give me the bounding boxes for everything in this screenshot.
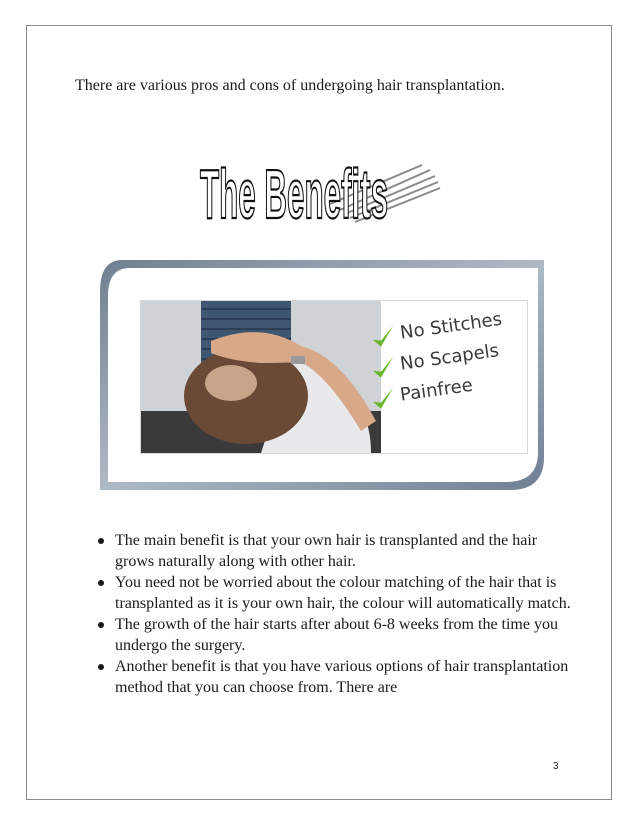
check-icon [369,355,398,382]
banner-image [140,300,528,454]
check-icon [369,386,398,413]
title-wordart [190,130,440,233]
hair-photo [141,301,381,453]
bullet-icon [98,580,104,586]
bullet-icon [98,538,104,544]
check-icon [369,324,398,351]
feature-label: No Stitches [398,308,504,344]
benefit-text: Another benefit is that you have various options of hair transplantation method that you can choose from. There are [115,658,569,696]
intro-paragraph: There are various pros and cons of undergoing hair transplantation. [75,77,505,94]
list-item [94,572,572,614]
feature-label: Painfree [398,374,475,406]
list-item [94,656,572,698]
list-item [94,614,572,656]
title-text: The Benefits [200,155,388,233]
list-item [94,530,572,572]
page-number: 3 [553,761,559,772]
benefit-text: The growth of the hair starts after about 6-8 weeks from the time you undergo the surgery. [115,616,558,654]
benefit-text: The main benefit is that your own hair is transplanted and the hair grows naturally along with other hair. [115,532,538,570]
bullet-icon [98,664,104,670]
feature-label: No Scapels [398,340,501,375]
benefits-list [94,530,572,698]
bullet-icon [98,622,104,628]
benefit-text: You need not be worried about the colour matching of the hair that is transplanted as it is your own hair, the colour will automatically match. [115,574,571,612]
